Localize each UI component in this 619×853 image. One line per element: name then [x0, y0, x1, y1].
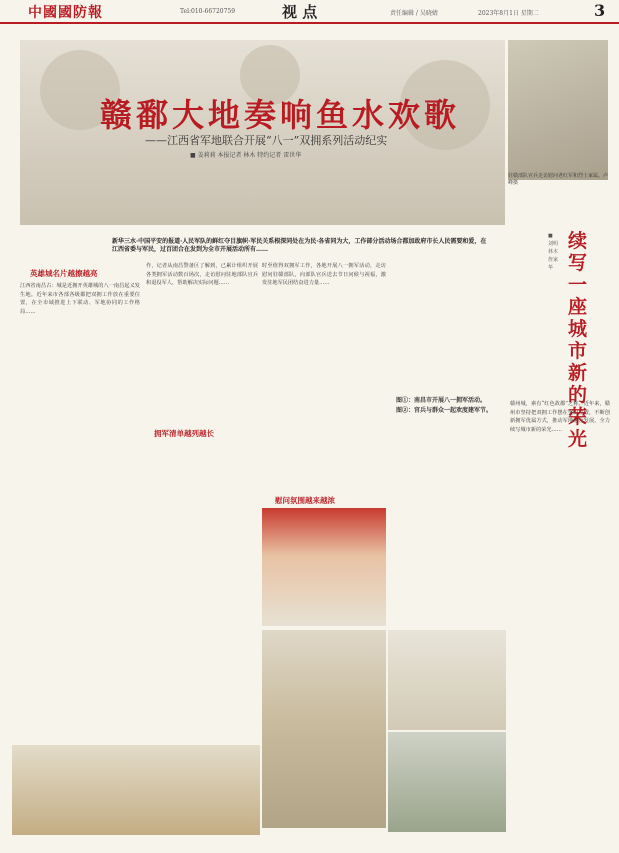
feature-subtitle: ——江西省军地联合开展“八一”双拥系列活动纪实: [145, 134, 388, 147]
phone-number: Tel:010-66720759: [180, 8, 236, 15]
caption-mid: 图①：南昌市开展八一拥军活动。: [396, 397, 487, 404]
subhead-1: 英雄城名片越擦越亮: [30, 269, 98, 278]
masthead: [0, 0, 619, 24]
issue-date: 2023年8月1日 星期二: [478, 10, 539, 17]
photo-visit-elder: [388, 630, 506, 730]
side-story-title: 续写一座城市新的荣光: [568, 230, 588, 450]
photo-group-portrait: [262, 630, 386, 828]
section-title: 视 点: [282, 3, 318, 21]
page-number: 3: [594, 1, 606, 20]
feature-byline: ■ 姜莉莉 本报记者 林木 特约记者 雷世华: [190, 152, 302, 159]
side-story-text: 赣州城，素有“红色故都”之称。近年来，赣州市坚持把双拥工作摆在突出位置，不断创新拥军优属方式，推动军地融合发展，全力续写城市新的荣光……: [510, 401, 610, 433]
article-column-2: 作，记者从南昌警备区了解到，已累计组织开展各类拥军活动数百场次，走访慰问驻地部队官兵和退役军人，帮助解决实际问题……: [146, 263, 258, 287]
photo-military-memorial: [12, 745, 260, 835]
editor-credit: 责任编辑 / 吴晓婧: [390, 10, 438, 17]
subhead-3: 慰问氛围越来越浓: [275, 496, 335, 505]
side-story-credit: ■ 刘明 林木 詹家华: [548, 233, 559, 271]
side-story-photo: [508, 40, 608, 180]
photo-kids-holding-cards: [262, 508, 386, 626]
article-column-1: 江西省南昌古：城是近拥开英雄城的八一南昌起义发生地。近年来市各部各级都把双拥工作放在重要位置，在全市域推进上下联动、军地协同的工作格局……: [20, 283, 140, 315]
photo-soldiers-parade: [388, 732, 506, 832]
side-photo-caption: 驻赣部队官兵走访慰问老红军和烈士家属。卢峰摄: [508, 173, 609, 186]
caption-bottom-right: 图②：官兵与群众一起欢度建军节。: [396, 407, 493, 414]
feature-title: 赣鄱大地奏响鱼水欢歌: [100, 96, 461, 134]
feature-lead: 新华三水·中国平安的报道·人民军队的鲜红夺目旗帜·军民关系根深同处在为民·各省同为大，工作部分活动场合都加政府市长人民需要和爱，在江西省委与军民，过百团合在发到为全市开展活动所有……: [112, 238, 487, 253]
newspaper-logo: 中國國防報: [28, 5, 103, 21]
article-column-3: 时至值得双拥军工作，各地开展八一拥军活动，走访慰问驻赣部队，向部队官兵送去节日问候与祝福，激发驻地军民团结奋进力量……: [262, 263, 386, 287]
subhead-2: 拥军清单越列越长: [154, 429, 214, 438]
